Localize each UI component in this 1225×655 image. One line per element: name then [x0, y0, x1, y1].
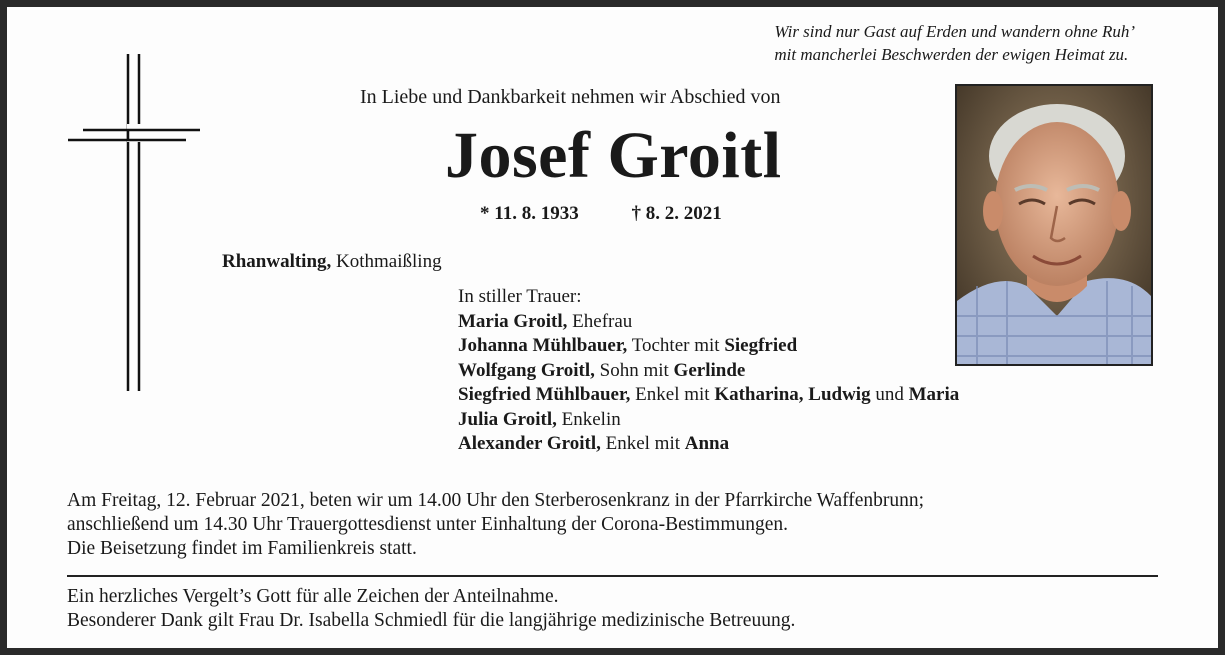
mourner-row [458, 383, 959, 408]
thanks-line-1: Ein herzliches Vergelt’s Gott für alle Zeichen der Anteilnahme. [67, 586, 559, 607]
mourner-relation: Enkel mit [600, 433, 685, 454]
epigraph-quote [774, 20, 1135, 66]
mourner-relation: Enkel mit [630, 384, 715, 405]
mourner-name: Alexander Groitl, [458, 433, 601, 454]
mourner-name: Maria Groitl, [458, 310, 568, 332]
mourner-row [458, 310, 959, 335]
deceased-name: Josef Groitl [445, 119, 782, 192]
service-announcement [67, 489, 924, 561]
mourners-heading: In stiller Trauer: [458, 286, 582, 307]
quote-line-1: Wir sind nur Gast auf Erden und wandern ohne Ruh’ [774, 22, 1135, 41]
service-line-2: anschließend um 14.30 Uhr Trauergottesdienst unter Einhaltung der Corona-Bestimmungen. [67, 514, 789, 535]
mourner-partner: Siegfried [724, 335, 798, 356]
mourner-row [458, 334, 959, 359]
mourner-relation: Tochter mit [627, 335, 725, 356]
quote-line-2: mit mancherlei Beschwerden der ewigen Heimat zu. [774, 45, 1129, 64]
mourner-name: Siegfried Mühlbauer, [458, 384, 631, 405]
birth-date: * 11. 8. 1933 [480, 203, 579, 224]
mourner-partner: Gerlinde [673, 359, 746, 381]
mourner-relation: Sohn mit [594, 359, 674, 381]
mourner-relation: Enkelin [556, 408, 621, 430]
mourner-partner: Anna [684, 433, 730, 454]
cross-icon [66, 54, 202, 411]
life-dates [480, 203, 722, 225]
mourner-row [458, 408, 959, 433]
residence [222, 251, 442, 273]
residence-rest: Kothmaißling [331, 251, 442, 272]
service-line-3: Die Beisetzung findet im Familienkreis statt. [67, 538, 417, 559]
mourner-partner: Katharina, Ludwig [714, 384, 871, 405]
mourner-partner-extra: Maria [908, 384, 960, 405]
mourner-name: Johanna Mühlbauer, [458, 335, 628, 356]
intro-text: In Liebe und Dankbarkeit nehmen wir Abschied von [360, 86, 781, 108]
mourner-conjunction: und [870, 384, 909, 405]
mourner-name: Julia Groitl, [458, 408, 557, 430]
thanks-line-2: Besonderer Dank gilt Frau Dr. Isabella Schmiedl für die langjährige medizinische Betreuung. [67, 610, 796, 631]
mourner-name: Wolfgang Groitl, [458, 359, 595, 381]
mourner-row [458, 432, 959, 457]
death-date: † 8. 2. 2021 [631, 203, 722, 224]
divider-rule [67, 575, 1158, 577]
portrait-photo [955, 84, 1153, 366]
mourners-list [458, 285, 959, 457]
mourner-row [458, 359, 959, 384]
thanks-section [67, 585, 795, 633]
residence-bold: Rhanwalting, [222, 251, 332, 272]
mourner-relation: Ehefrau [567, 310, 633, 332]
service-line-1: Am Freitag, 12. Februar 2021, beten wir um 14.00 Uhr den Sterberosenkranz in der Pfarrkirche Waffenbrunn; [67, 490, 925, 511]
